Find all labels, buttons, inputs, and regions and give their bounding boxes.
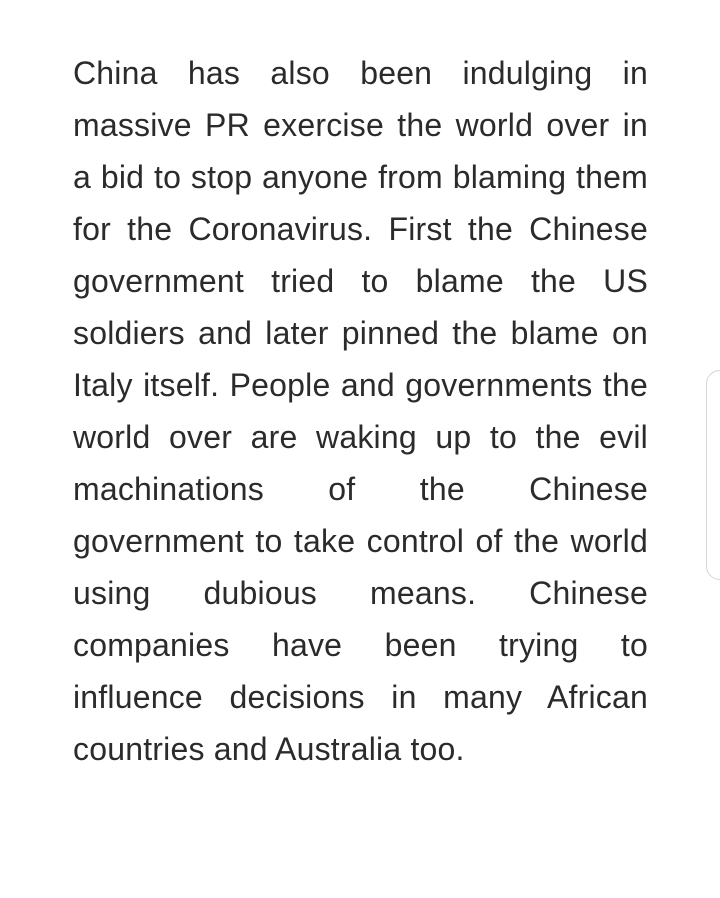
article-paragraph: China has also been indulging in massive PR exercise the world over in a bid to stop anyone from blaming them for the Coronavirus. First the Chinese government tried to blame the US soldiers and later pinned the blame on Italy itself. People and governments the world over are waking up to the evil machinations of the Chinese government to take control of the world using dubious means. Chinese companies have been trying to influence decisions in many African countries and Australia too. — [73, 55, 648, 767]
side-panel-handle[interactable] — [706, 370, 720, 580]
